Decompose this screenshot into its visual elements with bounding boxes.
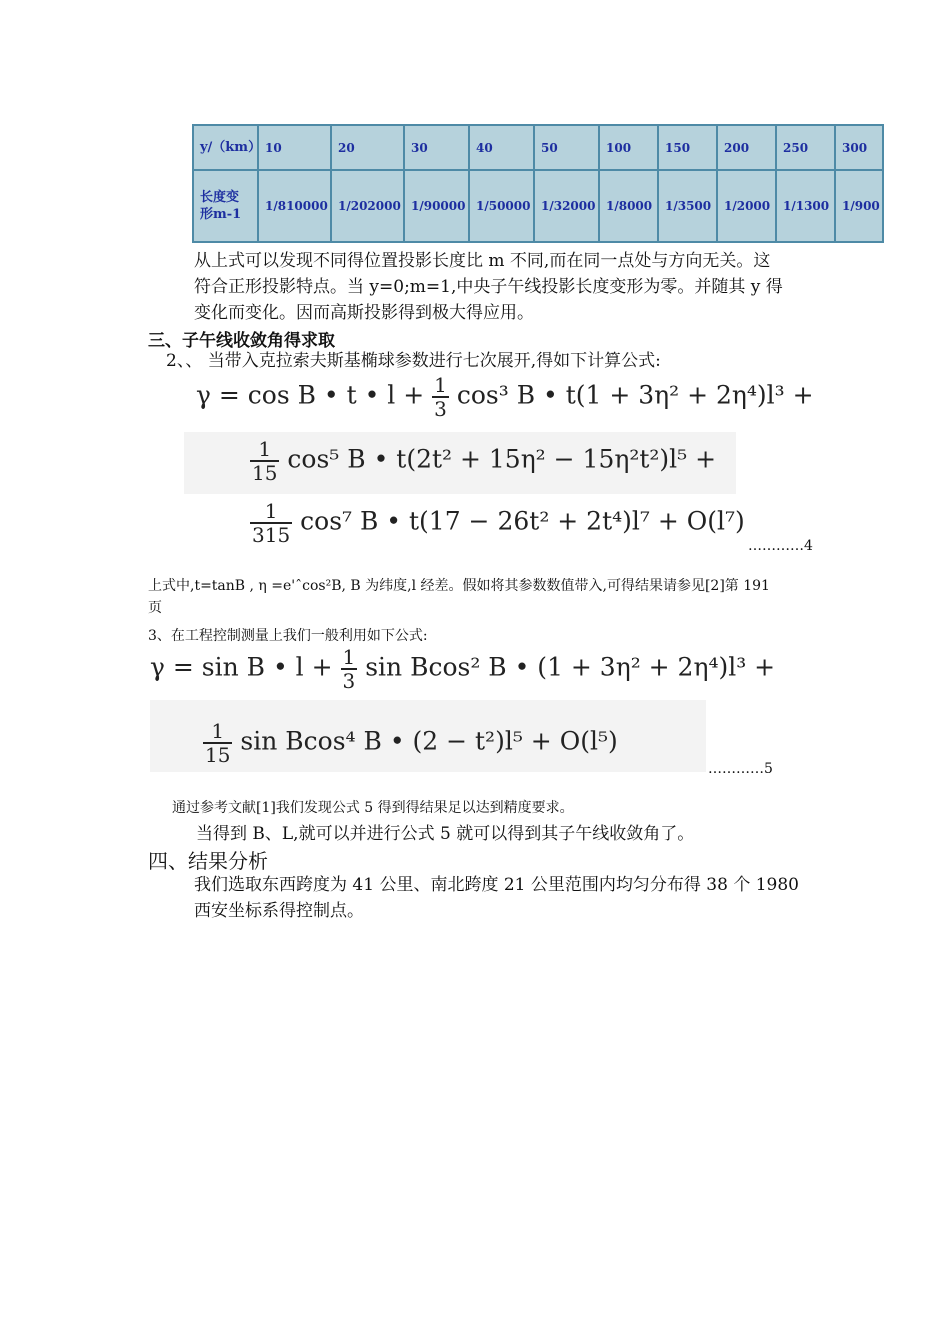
- formula-text: cos⁷ B • t(17 − 26t² + 2t⁴)l⁷ + O(l⁷): [300, 506, 745, 536]
- table-cell: 1/202000: [331, 170, 404, 242]
- fraction: [250, 500, 292, 546]
- reference-note: 通过参考文献[1]我们发现公式 5 得到得结果足以达到精度要求。: [172, 800, 574, 816]
- numerator: 1: [434, 373, 447, 397]
- denominator: 15: [205, 743, 231, 767]
- formula-4-line1: [196, 374, 814, 420]
- denominator: 3: [342, 669, 356, 693]
- table-cell: 40: [469, 125, 534, 170]
- formula-text: γ = sin B • l +: [150, 652, 333, 682]
- table-cell: 10: [258, 125, 331, 170]
- table-row-y: [193, 125, 883, 170]
- table-cell: 300: [835, 125, 883, 170]
- header-line: 长度变: [200, 190, 240, 205]
- formula-text: cos³ B • t(1 + 3η² + 2η⁴)l³ +: [456, 380, 814, 410]
- formula-text: cos⁵ B • t(2t² + 15η² − 15η²t²)l⁵ +: [287, 444, 717, 474]
- table-cell: 150: [658, 125, 717, 170]
- numerator: 1: [250, 500, 292, 524]
- paragraph-result: 当得到 B、L,就可以并进行公式 5 就可以得到其子午线收敛角了。: [196, 824, 695, 844]
- table-cell: 1/32000: [534, 170, 599, 242]
- numerator: 1: [342, 645, 356, 669]
- paragraph-conformal: [194, 248, 783, 326]
- equation-number-5: …………5: [708, 761, 773, 777]
- numerator: 1: [250, 438, 279, 462]
- table-cell: 1/900: [835, 170, 883, 242]
- text-line: 上式中,t=tanB , η =e'ˆcos²B, B 为纬度,l 经差。假如将其参数数值带入,可得结果请参见[2]第 191: [148, 578, 770, 594]
- table-cell: 1/3500: [658, 170, 717, 242]
- fraction: [203, 720, 232, 766]
- denominator: 315: [252, 523, 291, 547]
- item-3-text: 3、在工程控制测量上我们一般利用如下公式:: [148, 628, 428, 644]
- formula-text: γ = cos B • t • l +: [196, 380, 425, 410]
- table-cell: 1/810000: [258, 170, 331, 242]
- formula-text: sin Bcos² B • (1 + 3η² + 2η⁴)l³ +: [365, 652, 776, 682]
- table-cell: 250: [776, 125, 835, 170]
- fraction: [250, 438, 279, 484]
- table-cell: 50: [534, 125, 599, 170]
- table-cell: 20: [331, 125, 404, 170]
- text-line: 变化而变化。因而高斯投影得到极大得应用。: [194, 303, 534, 323]
- text-line: 页: [148, 600, 162, 616]
- table-cell: 1/8000: [599, 170, 658, 242]
- parameter-note: [148, 575, 848, 619]
- table-cell: 1/1300: [776, 170, 835, 242]
- text-line: 西安坐标系得控制点。: [194, 901, 364, 921]
- fraction: [432, 374, 449, 420]
- formula-4-line3: [250, 500, 745, 546]
- denominator: 3: [434, 397, 447, 421]
- equation-number-4: …………4: [748, 538, 813, 554]
- formula-5-line1: [150, 646, 775, 692]
- table-cell: 1/50000: [469, 170, 534, 242]
- numerator: 1: [203, 720, 232, 744]
- text-line: 从上式可以发现不同得位置投影长度比 m 不同,而在同一点处与方向无关。这: [194, 251, 771, 271]
- table-header-y: y/（km）: [193, 125, 258, 170]
- text-line: 我们选取东西跨度为 41 公里、南北跨度 21 公里范围内均匀分布得 38 个 1980: [194, 875, 799, 895]
- fraction: [341, 646, 358, 692]
- formula-text: sin Bcos⁴ B • (2 − t²)l⁵ + O(l⁵): [240, 726, 618, 756]
- table-cell: 200: [717, 125, 776, 170]
- paragraph-control-points: [194, 872, 799, 924]
- table-cell: 1/2000: [717, 170, 776, 242]
- table-row-distortion: [193, 170, 883, 242]
- table-header-distortion: [193, 170, 258, 242]
- projection-distortion-table: [192, 124, 884, 243]
- formula-5-line2: [203, 720, 618, 766]
- table-cell: 100: [599, 125, 658, 170]
- text-line: 符合正形投影特点。当 y=0;m=1,中央子午线投影长度变形为零。并随其 y 得: [194, 277, 783, 297]
- item-2-text: 2、、 当带入克拉索夫斯基椭球参数进行七次展开,得如下计算公式:: [166, 351, 661, 371]
- table-cell: 30: [404, 125, 469, 170]
- denominator: 15: [252, 461, 278, 485]
- section-heading-4: 四、结果分析: [148, 849, 268, 873]
- table-cell: 1/90000: [404, 170, 469, 242]
- section-heading-3: 三、子午线收敛角得求取: [148, 331, 335, 351]
- header-line: 形m-1: [200, 207, 242, 222]
- formula-4-line2: [250, 438, 716, 484]
